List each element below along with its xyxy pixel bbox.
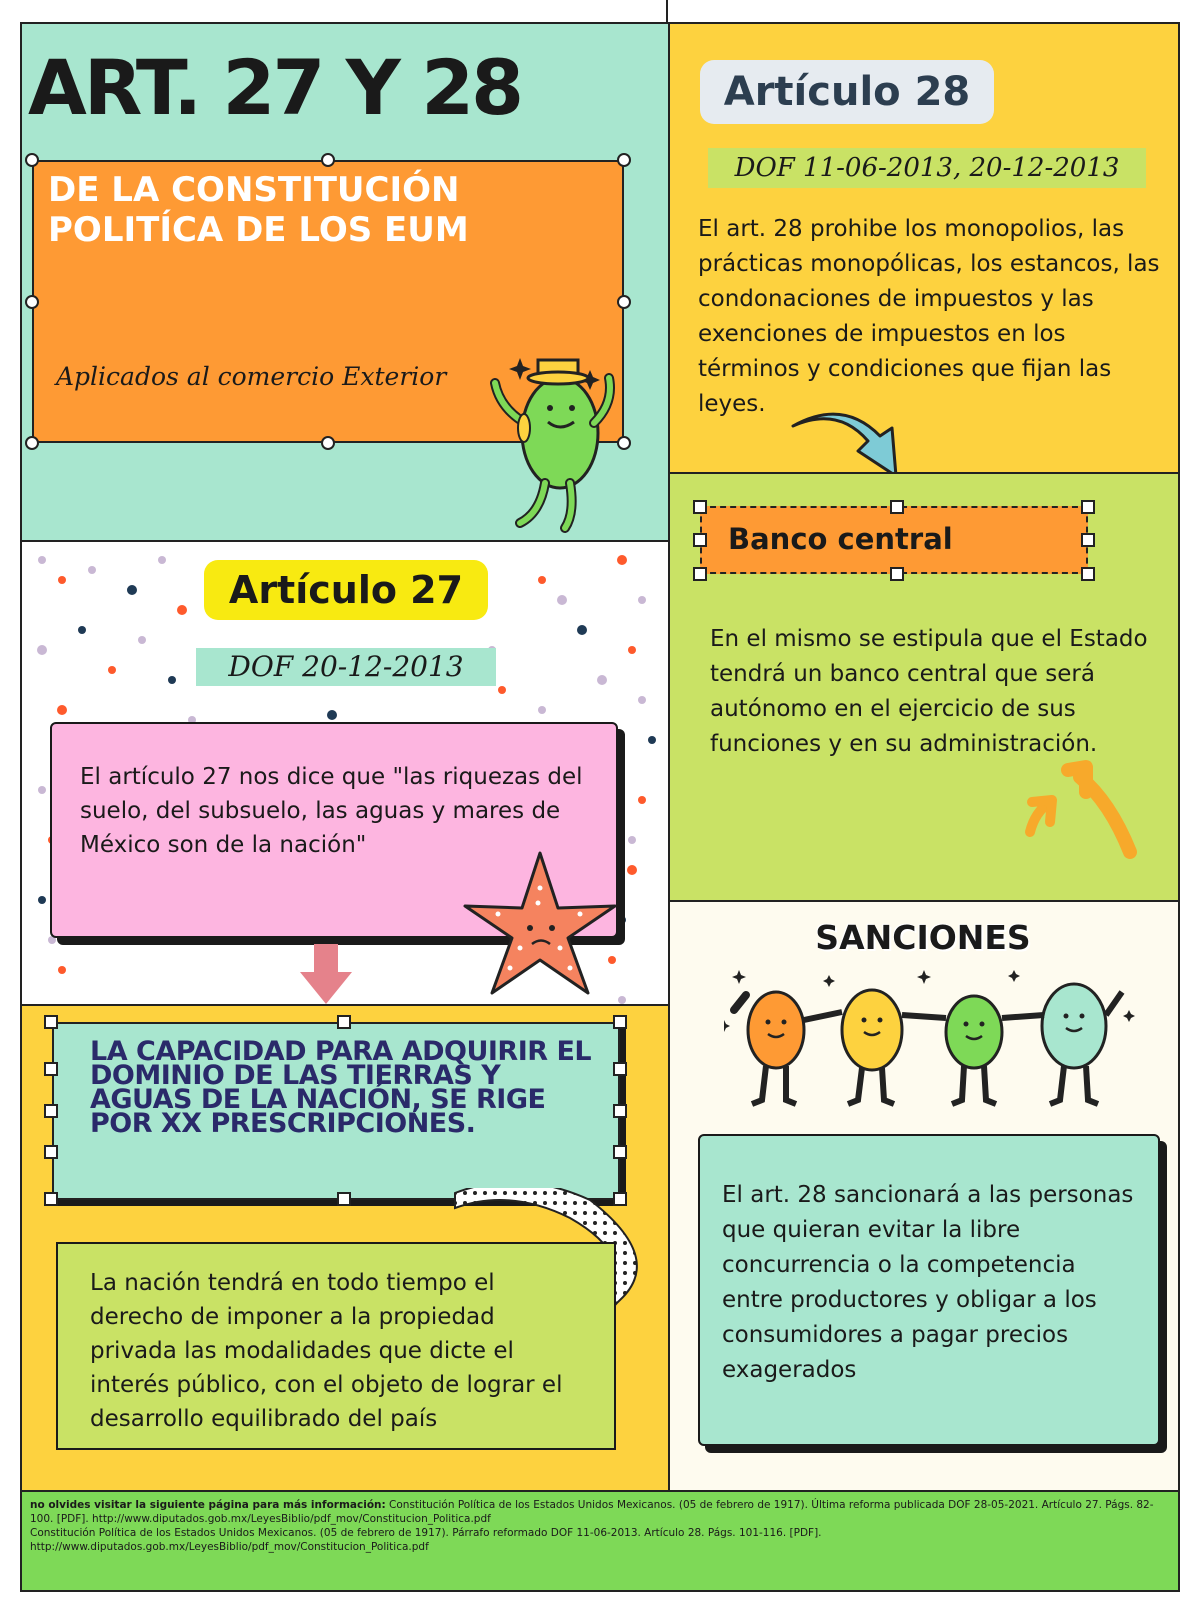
resize-handle[interactable]: [25, 153, 39, 167]
resize-handle[interactable]: [44, 1015, 58, 1029]
banco-label-box[interactable]: [700, 506, 1088, 574]
art27-quote-text: El artículo 27 nos dice que "las riquezas del suelo, del subsuelo, las aguas y mares de México son de la nación": [80, 764, 583, 858]
tagline-text: Aplicados al comercio Exterior: [56, 362, 447, 391]
resize-handle[interactable]: [613, 1062, 627, 1076]
resize-handle[interactable]: [321, 436, 335, 450]
resize-handle[interactable]: [337, 1192, 351, 1206]
footer: [22, 1490, 1178, 1590]
footer-reference-1: [30, 1498, 1170, 1526]
down-arrow-icon: [296, 944, 356, 1006]
resize-handle[interactable]: [613, 1145, 627, 1159]
nacion-box: [56, 1242, 616, 1450]
resize-handle[interactable]: [693, 533, 707, 547]
subtitle-text: DE LA CONSTITUCIÓN POLITÍCA DE LOS EUM: [48, 170, 469, 250]
resize-handle[interactable]: [1081, 533, 1095, 547]
resize-handle[interactable]: [693, 567, 707, 581]
resize-handle[interactable]: [321, 153, 335, 167]
resize-handle[interactable]: [693, 500, 707, 514]
up-arrows-icon: [1010, 752, 1150, 862]
footer-ref1-text: Constitución Política de los Estados Unidos Mexicanos. (05 de febrero de 1917). Última reforma publicada DOF 28-05-2021. Artículo 27. Págs. 82-100. [PDF]. http://www.diputados.gob.mx/LeyesBiblio/pdf_mov/Constitucion_Politica.pdf: [30, 1499, 1154, 1525]
capacidad-box[interactable]: [52, 1022, 620, 1200]
four-mascots-illustration: [724, 970, 1144, 1120]
resize-handle[interactable]: [25, 295, 39, 309]
top-divider-line: [666, 0, 668, 24]
resize-handle[interactable]: [44, 1192, 58, 1206]
resize-handle[interactable]: [617, 295, 631, 309]
sanciones-text: El art. 28 sancionará a las personas que quieran evitar la libre concurrencia o la competencia entre productores y obligar a los consumidores a pagar precios exagerados: [722, 1182, 1134, 1383]
resize-handle[interactable]: [337, 1015, 351, 1029]
resize-handle[interactable]: [1081, 500, 1095, 514]
resize-handle[interactable]: [44, 1104, 58, 1118]
footer-lead: no olvides visitar la siguiente página para más información:: [30, 1499, 386, 1511]
sanciones-box: [698, 1134, 1160, 1446]
art27-label: Artículo 27: [204, 560, 488, 620]
capacidad-text: LA CAPACIDAD PARA ADQUIRIR EL DOMINIO DE LAS TIERRAS Y AGUAS DE LA NACIÓN, SE RIGE POR XX PRESCRIPCIONES.: [90, 1036, 592, 1139]
resize-handle[interactable]: [890, 500, 904, 514]
sanciones-title: SANCIONES: [815, 918, 1031, 957]
art28-description: El art. 28 prohibe los monopolios, las prácticas monopólicas, los estancos, las condonaciones de impuestos y las exenciones de impuestos en los términos y condiciones que fijan las leyes.: [698, 216, 1160, 417]
resize-handle[interactable]: [617, 153, 631, 167]
page-title: ART. 27 Y 28: [28, 43, 522, 132]
footer-reference-2: Constitución Política de los Estados Unidos Mexicanos. (05 de febrero de 1917). Párrafo reformado DOF 11-06-2013. Artículo 28. Págs. 101-116. [PDF]. http://www.diputados.gob.mx/LeyesBiblio/pdf_mov/Constitucion_Politica.pdf: [30, 1527, 822, 1553]
resize-handle[interactable]: [890, 567, 904, 581]
resize-handle[interactable]: [25, 436, 39, 450]
resize-handle[interactable]: [44, 1145, 58, 1159]
resize-handle[interactable]: [44, 1062, 58, 1076]
resize-handle[interactable]: [1081, 567, 1095, 581]
banco-label: Banco central: [728, 522, 953, 556]
art27-dof: DOF 20-12-2013: [196, 648, 496, 686]
resize-handle[interactable]: [613, 1104, 627, 1118]
nacion-text: La nación tendrá en todo tiempo el derecho de imponer a la propiedad privada las modalidades que dicte el interés público, con el objeto de lograr el desarrollo equilibrado del país: [90, 1270, 563, 1432]
art28-dof: DOF 11-06-2013, 20-12-2013: [708, 148, 1146, 188]
banco-description: En el mismo se estipula que el Estado tendrá un banco central que será autónomo en el ejercicio de sus funciones y en su administración.: [710, 626, 1148, 757]
art28-label: Artículo 28: [700, 60, 994, 124]
starfish-illustration: [460, 848, 620, 998]
green-mascot-illustration: [490, 338, 630, 538]
resize-handle[interactable]: [613, 1015, 627, 1029]
